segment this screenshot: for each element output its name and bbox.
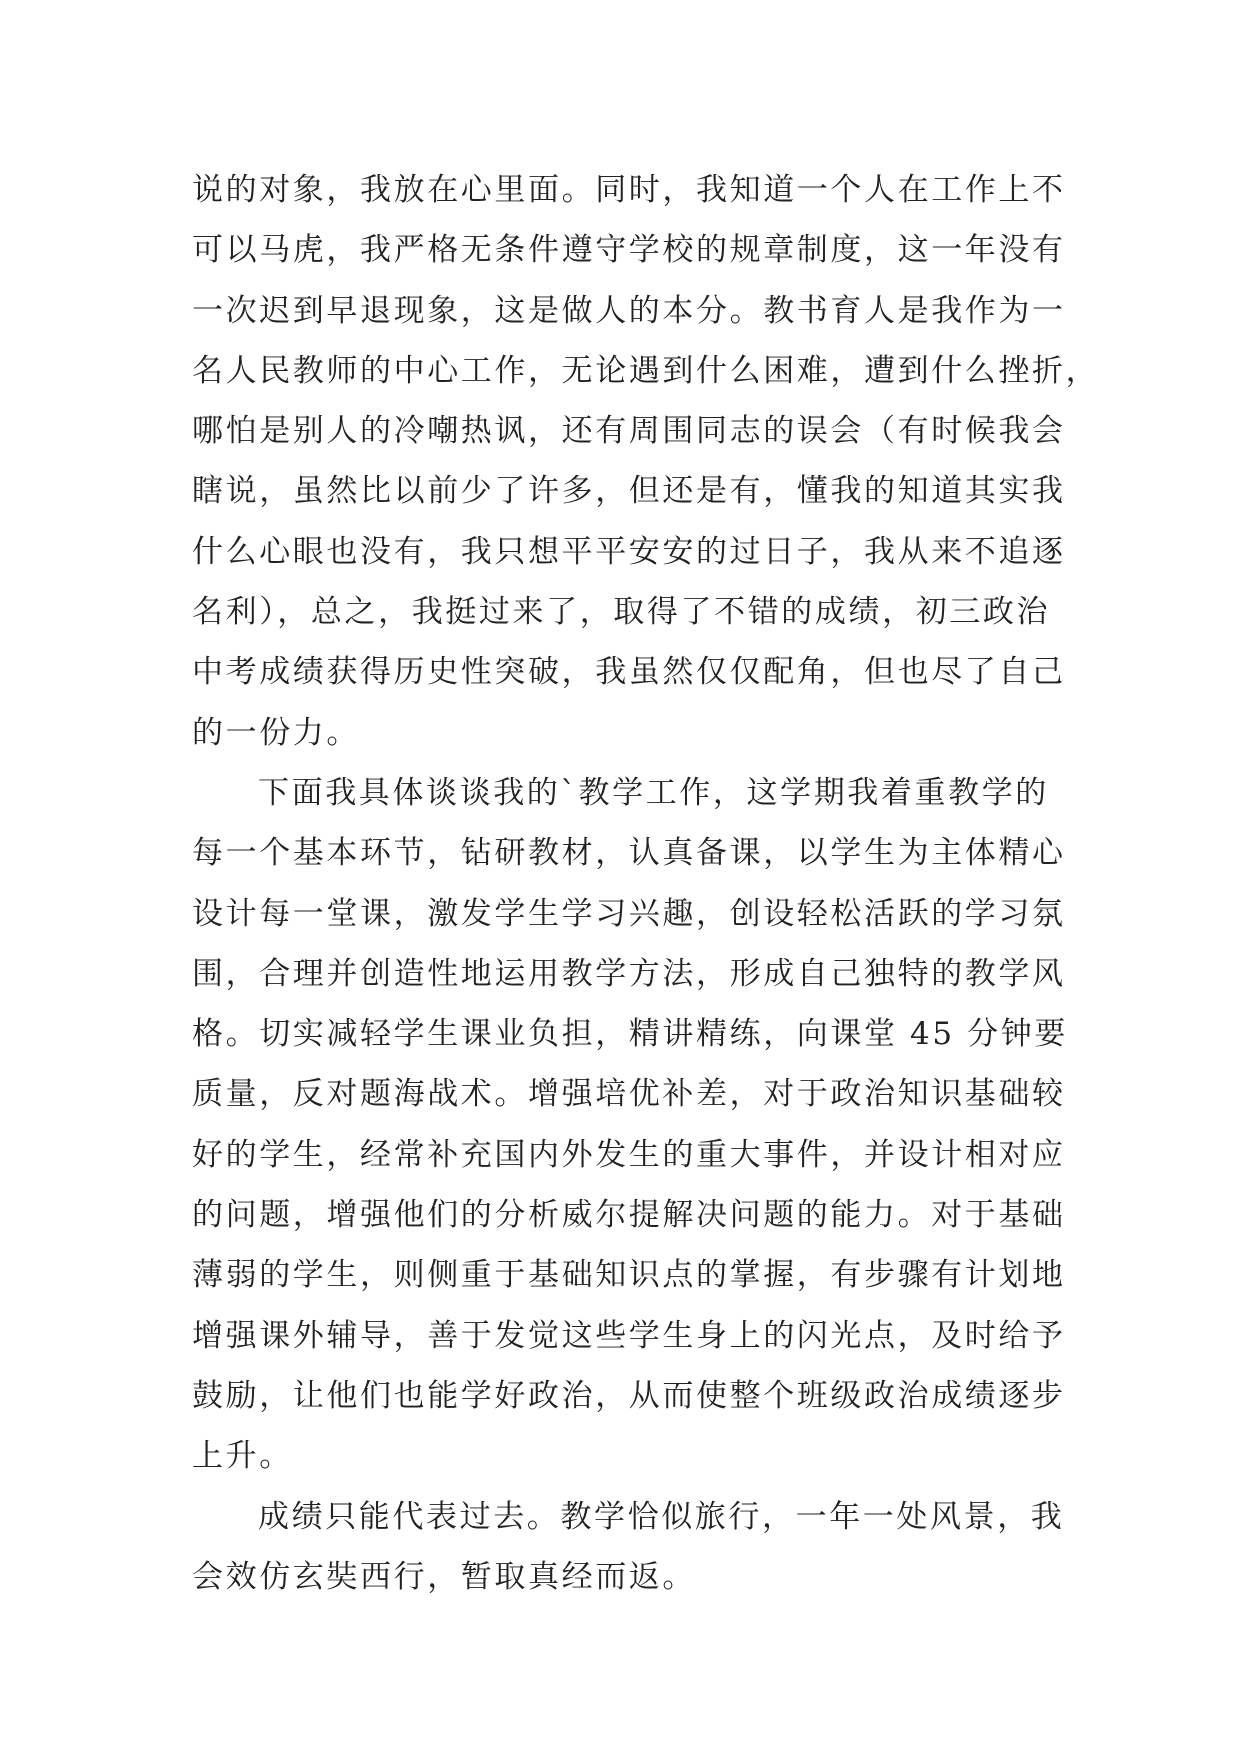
- text-line: 什么心眼也没有，我只想平平安安的过日子，我从来不追逐: [192, 533, 1066, 570]
- paragraph-3: [192, 1487, 1065, 1608]
- text-line: 哪怕是别人的冷嘲热讽，还有周围同志的误会（有时候我会: [192, 413, 1066, 450]
- text-line: 设计每一堂课，激发学生学习兴趣，创设轻松活跃的学习氛: [192, 895, 1066, 932]
- text-line: 增强课外辅导，善于发觉这些学生身上的闪光点，及时给予: [192, 1317, 1066, 1354]
- text-line: 瞎说，虽然比以前少了许多，但还是有，懂我的知道其实我: [192, 473, 1066, 510]
- text-line: 成绩只能代表过去。教学恰似旅行，一年一处风景，我: [258, 1498, 1065, 1535]
- text-line: 上升。: [192, 1438, 293, 1475]
- text-line: 围，合理并创造性地运用教学方法，形成自己独特的教学风: [192, 955, 1066, 992]
- text-line: 说的对象，我放在心里面。同时，我知道一个人在工作上不: [192, 172, 1066, 208]
- text-line: 可以马虎，我严格无条件遵守学校的规章制度，这一年没有: [192, 232, 1066, 269]
- text-line: 会效仿玄奘西行，暂取真经而返。: [192, 1558, 696, 1595]
- text-line: 中考成绩获得历史性突破，我虽然仅仅配角，但也尽了自己: [192, 654, 1066, 691]
- text-line: 格。切实减轻学生课业负担，精讲精练，向课堂 45 分钟要: [192, 1016, 1068, 1053]
- paragraph-2: [192, 763, 1068, 1487]
- document-body: [192, 160, 1100, 1607]
- text-line: 薄弱的学生，则侧重于基础知识点的掌握，有步骤有计划地: [192, 1257, 1066, 1294]
- paragraph-1: [192, 160, 1100, 763]
- text-line: 每一个基本环节，钻研教材，认真备课，以学生为主体精心: [192, 835, 1066, 872]
- text-line: 好的学生，经常补充国内外发生的重大事件，并设计相对应: [192, 1136, 1066, 1173]
- text-line: 下面我具体谈谈我的`教学工作，这学期我着重教学的: [258, 774, 1049, 811]
- text-line: 名人民教师的中心工作，无论遇到什么困难，遭到什么挫折，: [192, 352, 1100, 389]
- text-line: 鼓励，让他们也能学好政治，从而使整个班级政治成绩逐步: [192, 1377, 1066, 1414]
- text-line: 的一份力。: [192, 714, 360, 751]
- text-line: 名利），总之，我挺过来了，取得了不错的成绩，初三政治: [192, 594, 1051, 631]
- text-line: 一次迟到早退现象，这是做人的本分。教书育人是我作为一: [192, 292, 1066, 329]
- text-line: 的问题，增强他们的分析威尔提解决问题的能力。对于基础: [192, 1197, 1066, 1234]
- text-line: 质量，反对题海战术。增强培优补差，对于政治知识基础较: [192, 1076, 1066, 1113]
